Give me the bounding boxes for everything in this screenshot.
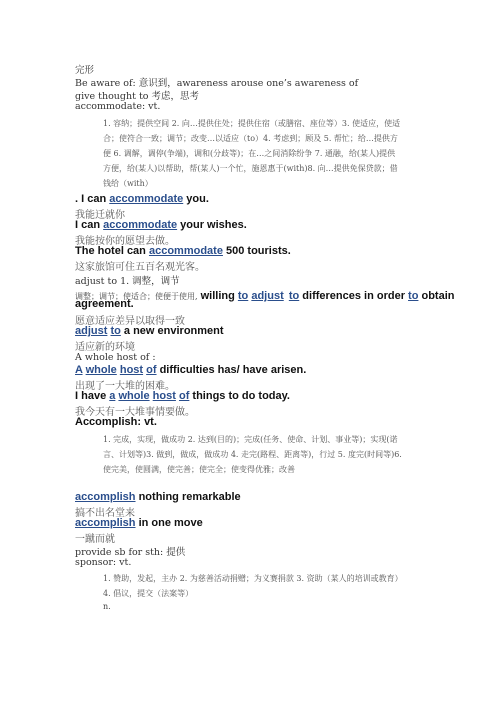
link-adjust[interactable]: adjust: [75, 325, 108, 337]
link-to[interactable]: to: [288, 290, 300, 302]
link-adjust[interactable]: adjust: [251, 290, 284, 302]
example-sentence: [75, 193, 209, 205]
example-sentence: [75, 245, 291, 257]
example-text: your wishes.: [177, 219, 247, 231]
example-text: nothing remarkable: [135, 491, 241, 503]
accomplish-definitions: 1. 完成，实现，做成功 2. 达到(目的)；完成(任务、使命、计划、事业等)；实现(诺言、计划等)3. 做到，做成，做成功 4. 走完(路程、距离等)，行过 5. 度完(时间等)6. 使完美，使圆满，使完善；使完全；使变得优雅；改善: [103, 435, 402, 474]
phrase-a-whole-host-of: A whole host of :: [75, 352, 156, 363]
link-whole[interactable]: whole: [85, 364, 117, 376]
example-translation: 出现了一大堆的困难。: [75, 381, 175, 392]
section-heading-wanxing: 完形: [75, 65, 95, 76]
link-of[interactable]: of: [178, 390, 190, 402]
example-sentence: [75, 491, 241, 503]
link-accommodate[interactable]: accommodate: [148, 245, 223, 257]
link-of[interactable]: of: [146, 364, 157, 376]
example-translation: 这家旅馆可住五百名观光客。: [75, 262, 205, 273]
link-host[interactable]: host: [119, 364, 144, 376]
word-accomplish-heading: Accomplish: vt.: [75, 416, 157, 428]
example-continuation: agreement.: [75, 298, 134, 310]
example-text: I can: [75, 219, 104, 231]
link-a[interactable]: a: [109, 390, 116, 402]
example-text: things to do today.: [189, 390, 290, 402]
phrase-give-thought-to: give thought to 考虑，思考: [75, 91, 199, 102]
example-sentence: [75, 517, 203, 529]
example-text: obtain: [418, 290, 455, 302]
word-accommodate-heading: accommodate: vt.: [75, 101, 161, 112]
example-text: willing: [197, 290, 238, 302]
phrase-adjust-to: adjust to 1. 调整，调节: [75, 276, 180, 287]
phrase-provide: provide sb for sth: 提供: [75, 547, 186, 558]
link-to[interactable]: to: [110, 325, 121, 337]
link-a[interactable]: A: [75, 364, 83, 376]
adjust-definition: 调整；调节；使适合；使便于使用,: [75, 292, 198, 301]
phrase-be-aware-of: Be aware of: 意识到，awareness arouse one’s awareness of: [75, 78, 359, 89]
example-translation: 搞不出名堂来: [75, 508, 135, 519]
link-to[interactable]: to: [408, 290, 419, 302]
link-accommodate[interactable]: accommodate: [109, 193, 184, 205]
example-text: a new environment: [120, 325, 224, 337]
example-text: you.: [183, 193, 209, 205]
example-sentence: [75, 390, 290, 402]
link-to[interactable]: to: [237, 290, 249, 302]
example-text: I have: [75, 390, 110, 402]
example-sentence: [75, 219, 247, 231]
example-translation: 愿意适应差异以取得一致: [75, 316, 185, 327]
example-translation: 适应新的环境: [75, 342, 135, 353]
noun-label: n.: [103, 602, 111, 611]
example-sentence: [75, 325, 224, 337]
accommodate-definitions: 1. 容纳；提供空间 2. 向…提供住处；提供住宿（或膳宿、座位等）3. 使适应，使适合；使符合一致；调节；改变…以适应（to）4. 考虑到；顾及 5. 帮忙；给…提供方便 6. 调解，调停(争端)，调和(分歧等)；在…之间消除纷争 7. 通融，给(某人)提供方便，给(某人)以帮助，帮(某人)一个忙，施恩惠于(with)8. 向…提供免保贷款；借钱给（with）: [103, 119, 401, 188]
example-translation: 一蹴而就: [75, 534, 115, 545]
example-text: . I can: [75, 193, 110, 205]
example-translation: 我能按你的愿望去做。: [75, 236, 175, 247]
example-text: in one move: [135, 517, 203, 529]
example-translation: 我能迁就你: [75, 210, 125, 221]
link-whole[interactable]: whole: [118, 390, 150, 402]
example-sentence: [75, 364, 306, 376]
example-text: differences in order: [299, 290, 409, 302]
word-sponsor-heading: sponsor: vt.: [75, 557, 132, 568]
example-translation: 我今天有一大堆事情要做。: [75, 407, 195, 418]
example-text: 500 tourists.: [222, 245, 291, 257]
sponsor-definitions: 1. 赞助，发起，主办 2. 为慈善活动捐赠；为义赛捐款 3. 资助（某人的培训或教育）4. 倡议，提交（法案等）: [103, 574, 403, 598]
link-accomplish[interactable]: accomplish: [75, 517, 136, 529]
link-accomplish[interactable]: accomplish: [75, 491, 136, 503]
link-accommodate[interactable]: accommodate: [103, 219, 178, 231]
link-host[interactable]: host: [152, 390, 176, 402]
example-text: The hotel can: [75, 245, 149, 257]
example-text: difficulties has/ have arisen.: [156, 364, 307, 376]
